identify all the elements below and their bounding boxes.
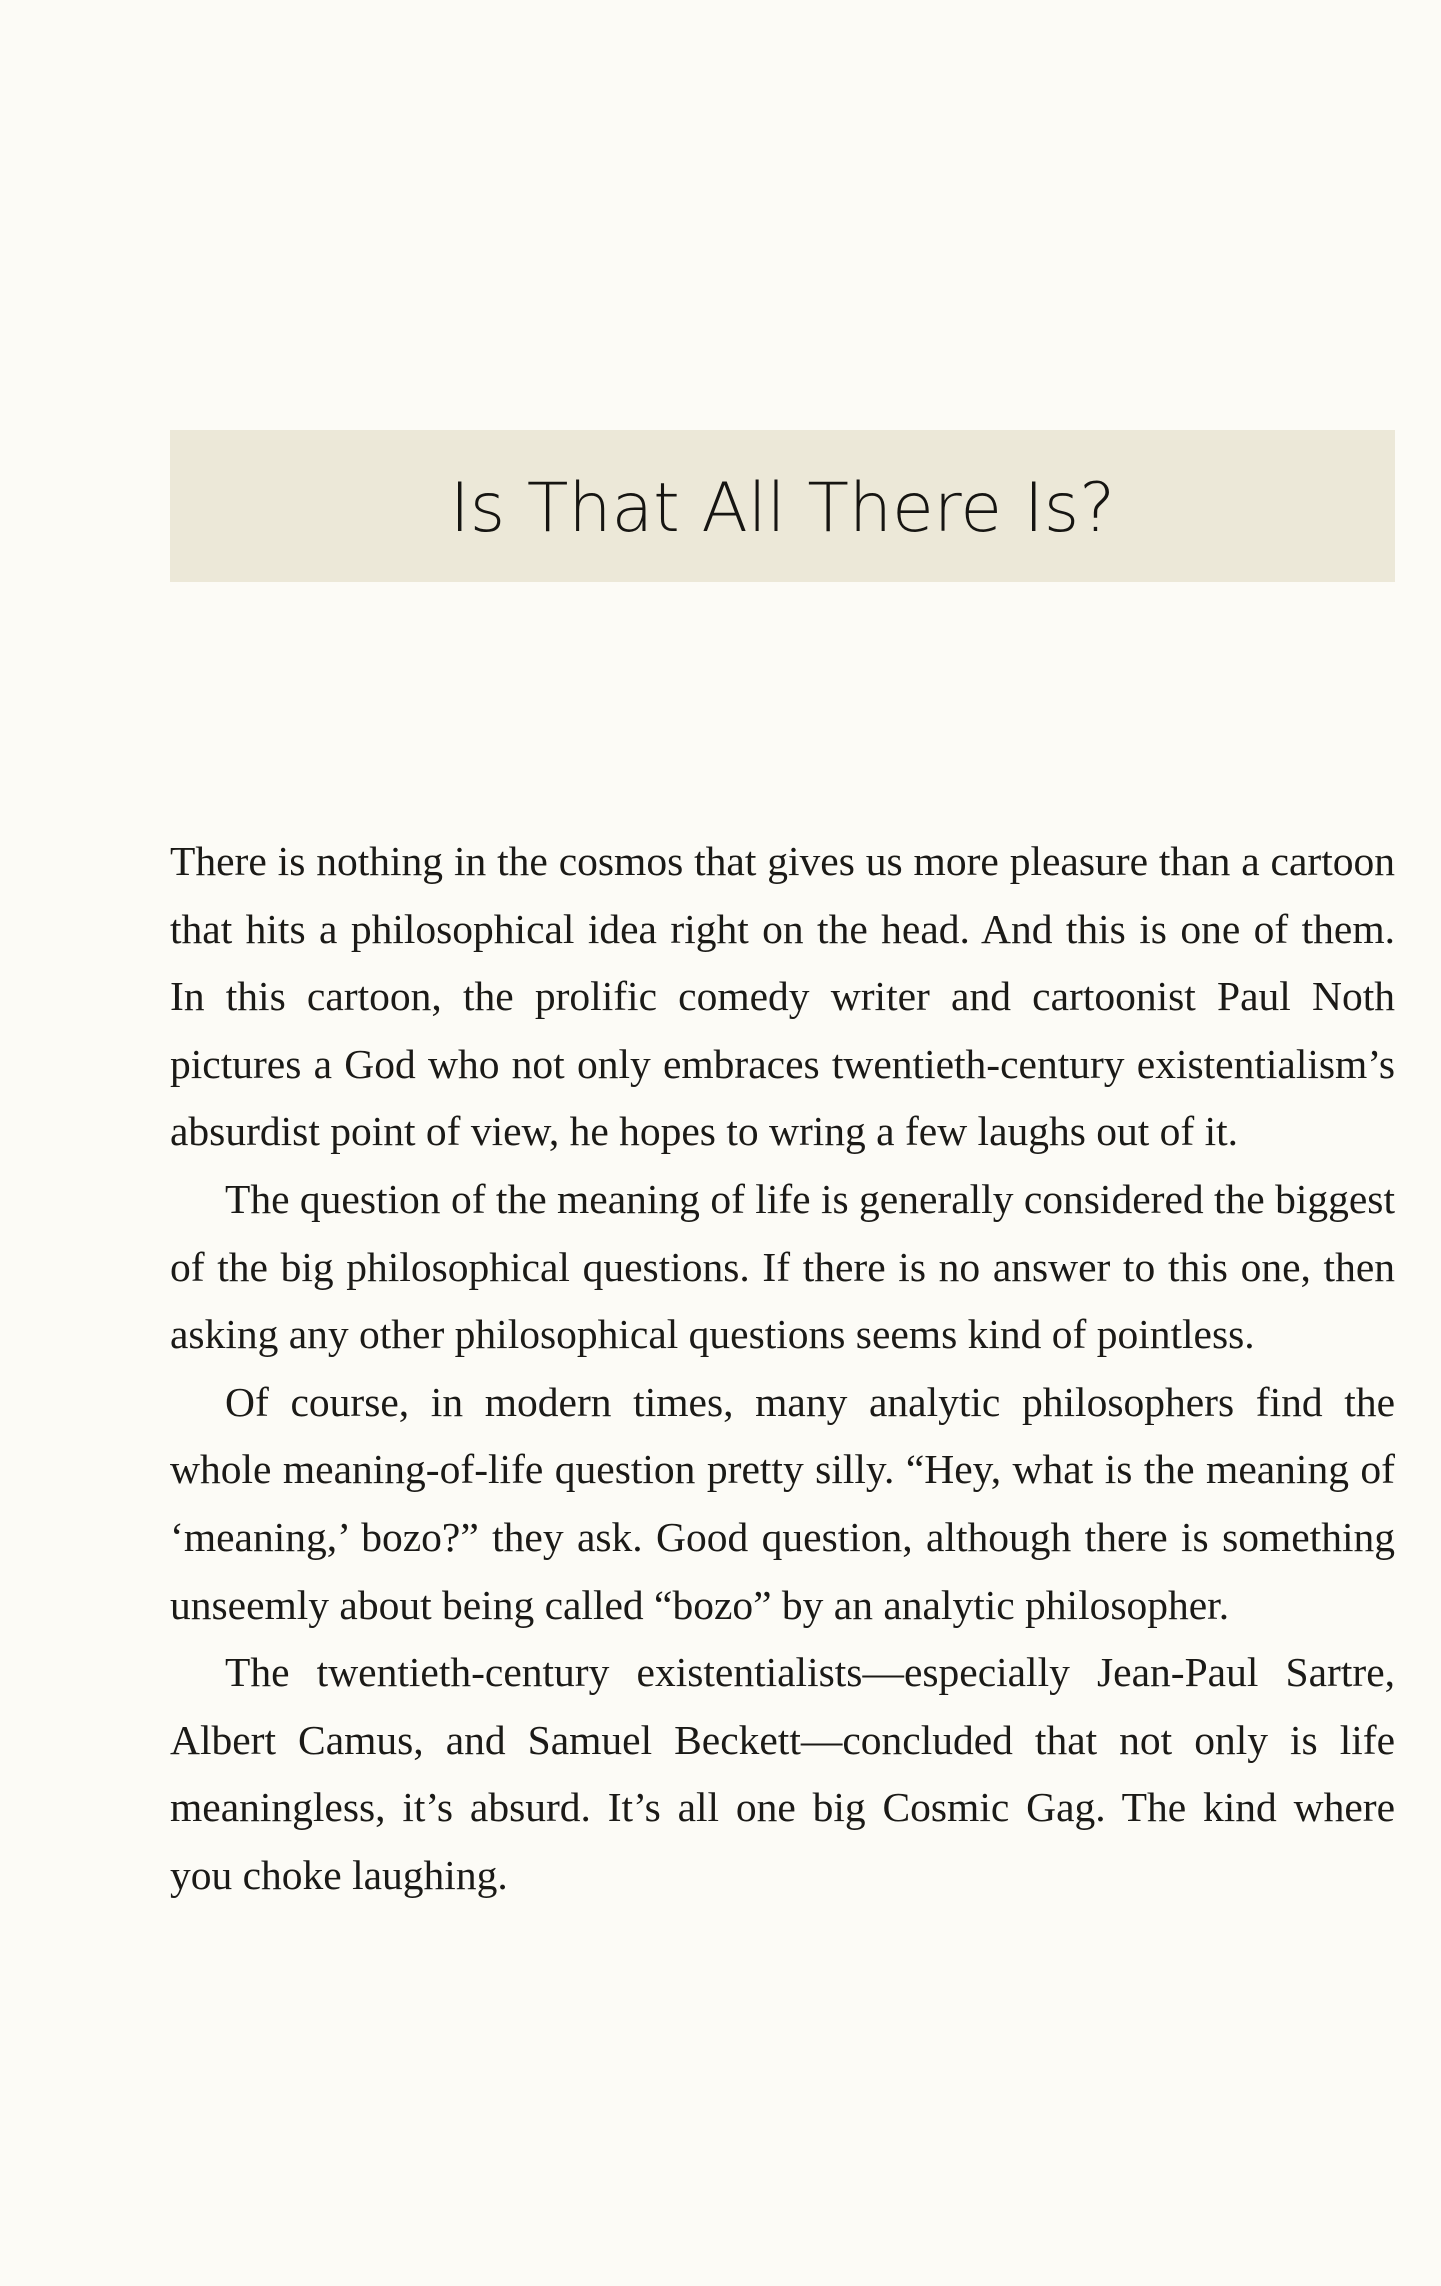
paragraph-4: The twentieth-century existentialists—especially Jean-Paul Sartre, Albert Camus, and Samuel Beckett—concluded that not only is life meaningless, it’s absurd. It’s all one big Cosmic Gag. The kind where you choke laughing.: [170, 1649, 1395, 1898]
paragraph-1: There is nothing in the cosmos that gives us more pleasure than a cartoon that hits a philosophical idea right on the head. And this is one of them. In this cartoon, the prolific comedy writer and cartoonist Paul Noth pictures a God who not only embraces twentieth-century existentialism’s absurdist point of view, he hopes to wring a few laughs out of it.: [170, 838, 1395, 1155]
paragraph-3: Of course, in modern times, many analytic philosophers find the whole meaning-of-life question pretty silly. “Hey, what is the meaning of ‘meaning,’ bozo?” they ask. Good question, although there is something unseemly about being called “bozo” by an analytic philosopher.: [170, 1378, 1395, 1628]
chapter-title: Is That All There Is?: [449, 468, 1116, 548]
chapter-body: [170, 828, 1395, 1910]
paragraph-2: The question of the meaning of life is generally considered the biggest of the big philosophical questions. If there is no answer to this one, then asking any other philosophical questions seems kind of pointless.: [170, 1175, 1395, 1358]
chapter-title-band: [170, 430, 1395, 582]
